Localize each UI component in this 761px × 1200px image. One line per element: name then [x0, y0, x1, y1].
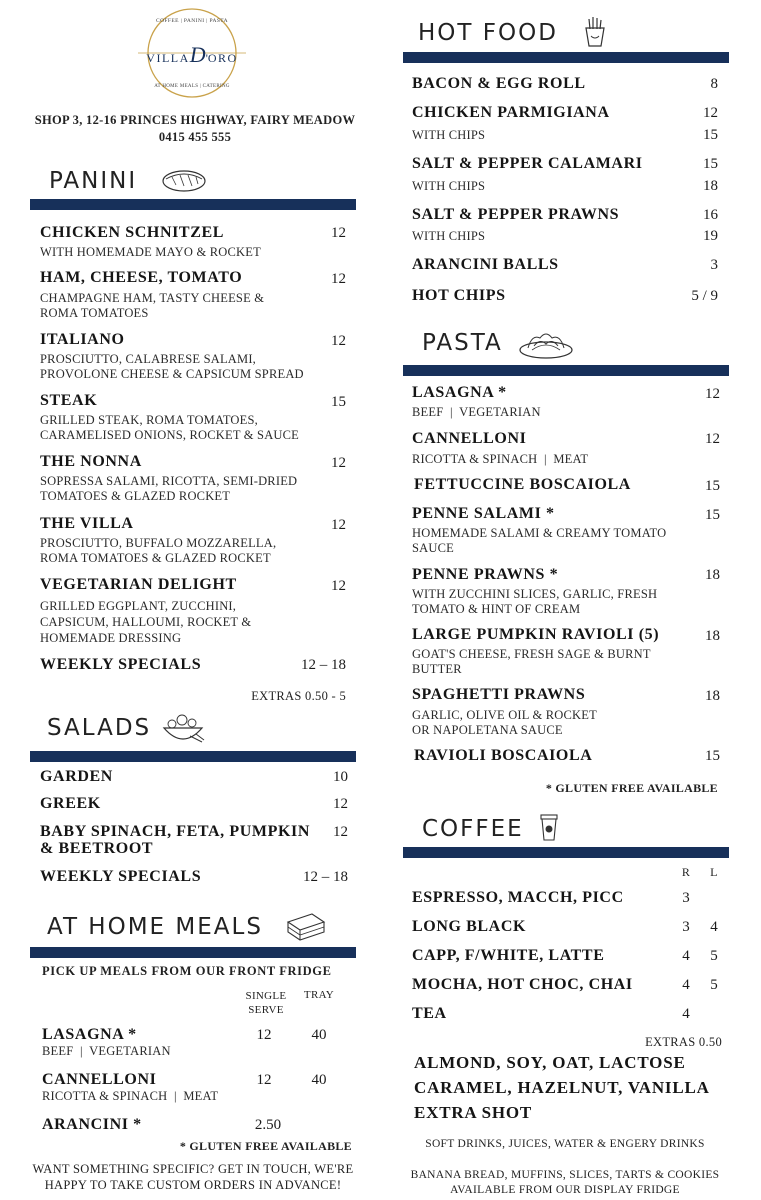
pasta-item-price: 15 — [705, 478, 720, 494]
salad-item-name: GARDEN — [40, 768, 113, 785]
logo-name-left: VILLA — [146, 51, 190, 65]
panini-item-price: 12 — [331, 578, 346, 594]
pasta-item-desc: HOMEMADE SALAMI & CREAMY TOMATO SAUCE — [412, 526, 667, 555]
panini-item-price: 12 — [331, 271, 346, 287]
panini-item-price: 12 — [331, 333, 346, 349]
panini-extras: EXTRAS 0.50 - 5 — [251, 689, 346, 703]
coffee-extra-option: ALMOND, SOY, OAT, LACTOSE — [414, 1053, 686, 1072]
panini-divider — [30, 199, 356, 210]
home-meal-desc: BEEF | VEGETARIAN — [42, 1044, 171, 1058]
salad-icon — [160, 710, 206, 750]
logo-wordmark: VILLAD'ORO — [146, 42, 238, 67]
home-meal-single: 12 — [256, 1072, 272, 1088]
hot-food-title: HOT FOOD — [418, 20, 558, 46]
pasta-item-name: PENNE SALAMI * — [412, 505, 555, 522]
hot-food-item-name: ARANCINI BALLS — [412, 256, 559, 273]
hot-food-item-name: SALT & PEPPER PRAWNS — [412, 206, 620, 223]
hot-food-item-price: 15 — [703, 156, 718, 172]
pasta-item-price: 18 — [705, 628, 720, 644]
panini-item-desc: SOPRESSA SALAMI, RICOTTA, SEMI-DRIED TOMATOES & GLAZED ROCKET — [40, 474, 298, 503]
home-meal-desc: RICOTTA & SPINACH | MEAT — [42, 1089, 219, 1103]
coffee-item-regular: 4 — [682, 1006, 690, 1022]
coffee-item-name: ESPRESSO, MACCH, PICC — [412, 889, 624, 906]
hot-food-item-sub: WITH CHIPS — [412, 128, 486, 142]
coffee-col-regular: R — [681, 865, 691, 879]
pasta-icon — [518, 328, 574, 366]
panini-item-name: STEAK — [40, 392, 98, 409]
salad-item-name: BABY SPINACH, FETA, PUMPKIN & BEETROOT — [40, 823, 310, 857]
pasta-item-name: LASAGNA * — [412, 384, 507, 401]
hot-food-divider — [403, 52, 729, 63]
pasta-item-price: 15 — [705, 748, 720, 764]
pasta-item-price: 18 — [705, 567, 720, 583]
logo-name-mid: D — [189, 42, 206, 67]
hot-food-item-name: HOT CHIPS — [412, 287, 506, 304]
panini-item-desc: PROSCIUTTO, CALABRESE SALAMI, PROVOLONE CHEESE & CAPSICUM SPREAD — [40, 352, 304, 381]
hot-food-item-name: CHICKEN PARMIGIANA — [412, 104, 610, 121]
col-tray: TRAY — [303, 989, 335, 1001]
coffee-item-name: LONG BLACK — [412, 918, 527, 935]
salads-divider — [30, 751, 356, 762]
panini-item-name: WEEKLY SPECIALS — [40, 656, 202, 673]
lasagna-icon — [284, 910, 328, 948]
coffee-cup-icon — [538, 812, 560, 846]
panini-item-price: 12 – 18 — [301, 657, 346, 673]
coffee-item-name: TEA — [412, 1005, 447, 1022]
panini-item-desc: PROSCIUTTO, BUFFALO MOZZARELLA, ROMA TOMATOES & GLAZED ROCKET — [40, 536, 277, 565]
pasta-item-name: RAVIOLI BOSCAIOLA — [414, 747, 593, 764]
hot-food-item-price: 12 — [703, 105, 718, 121]
home-meal-single: 2.50 — [254, 1117, 282, 1133]
logo-tagline-top: COFFEE | PANINI | PASTA — [156, 18, 228, 24]
panini-item-name: THE NONNA — [40, 453, 142, 470]
hot-food-item-sub: WITH CHIPS — [412, 229, 486, 243]
panini-item-name: HAM, CHEESE, TOMATO — [40, 269, 243, 286]
panini-item-desc: GRILLED EGGPLANT, ZUCCHINI, CAPSICUM, HALLOUMI, ROCKET & HOMEMADE DRESSING — [40, 599, 252, 645]
pasta-item-desc: BEEF | VEGETARIAN — [412, 405, 541, 419]
coffee-item-regular: 4 — [682, 977, 690, 993]
hot-food-item-price: 8 — [710, 76, 718, 92]
home-meal-name: ARANCINI * — [42, 1116, 142, 1133]
salad-item-price: 12 — [333, 824, 348, 840]
panini-item-name: CHICKEN SCHNITZEL — [40, 224, 225, 241]
home-meal-name: CANNELLONI — [42, 1071, 157, 1088]
coffee-divider — [403, 847, 729, 858]
hot-food-item-name: SALT & PEPPER CALAMARI — [412, 155, 643, 172]
hot-food-item-price: 5 / 9 — [691, 288, 718, 304]
pasta-item-name: FETTUCCINE BOSCAIOLA — [414, 476, 631, 493]
pasta-item-price: 12 — [705, 431, 720, 447]
panini-item-desc: GRILLED STEAK, ROMA TOMATOES, CARAMELISED ONIONS, ROCKET & SAUCE — [40, 413, 300, 442]
custom-orders-note: WANT SOMETHING SPECIFIC? GET IN TOUCH, WE'RE HAPPY TO TAKE CUSTOM ORDERS IN ADVANCE! — [32, 1162, 354, 1192]
coffee-item-large: 5 — [710, 977, 718, 993]
panini-item-price: 12 — [331, 455, 346, 471]
pasta-item-name: PENNE PRAWNS * — [412, 566, 559, 583]
coffee-item-large: 4 — [710, 919, 718, 935]
pasta-item-desc: GARLIC, OLIVE OIL & ROCKET OR NAPOLETANA SAUCE — [412, 708, 597, 737]
salad-item-price: 12 — [333, 796, 348, 812]
hot-food-item-name: BACON & EGG ROLL — [412, 75, 586, 92]
panini-title: PANINI — [49, 168, 138, 194]
pasta-item-desc: RICOTTA & SPINACH | MEAT — [412, 452, 589, 466]
pasta-item-price: 15 — [705, 507, 720, 523]
hot-food-item-sub-price: 18 — [703, 178, 718, 194]
drinks-note: SOFT DRINKS, JUICES, WATER & ENGERY DRINKS — [425, 1138, 705, 1150]
hot-food-item-sub-price: 19 — [703, 228, 718, 244]
address: SHOP 3, 12-16 PRINCES HIGHWAY, FAIRY MEADOW — [34, 113, 356, 127]
logo-name-right: ORO — [207, 51, 238, 65]
pasta-item-desc: GOAT'S CHEESE, FRESH SAGE & BURNT BUTTER — [412, 647, 651, 676]
panini-item-name: ITALIANO — [40, 331, 125, 348]
pasta-item-price: 18 — [705, 688, 720, 704]
salad-item-name: WEEKLY SPECIALS — [40, 868, 202, 885]
coffee-extra-option: EXTRA SHOT — [414, 1103, 533, 1122]
salad-item-price: 10 — [333, 769, 348, 785]
home-meal-name: LASAGNA * — [42, 1026, 137, 1043]
home-meals-divider — [30, 947, 356, 958]
panini-item-price: 12 — [331, 517, 346, 533]
coffee-item-name: MOCHA, HOT CHOC, CHAI — [412, 976, 633, 993]
home-meals-title: AT HOME MEALS — [47, 914, 263, 940]
coffee-extra-option: CARAMEL, HAZELNUT, VANILLA — [414, 1078, 710, 1097]
panini-item-name: VEGETARIAN DELIGHT — [40, 576, 237, 593]
bakery-note: BANANA BREAD, MUFFINS, SLICES, TARTS & COOKIES AVAILABLE FROM OUR DISPLAY FRIDGE — [410, 1169, 720, 1196]
coffee-item-name: CAPP, F/WHITE, LATTE — [412, 947, 605, 964]
home-meal-tray: 40 — [311, 1027, 327, 1043]
coffee-item-large: 5 — [710, 948, 718, 964]
pasta-title: PASTA — [422, 330, 503, 356]
logo-tagline-bottom: AT HOME MEALS | CATERING — [154, 84, 230, 89]
panini-item-desc: CHAMPAGNE HAM, TASTY CHEESE & ROMA TOMATOES — [40, 291, 265, 320]
home-meals-gluten-note: * GLUTEN FREE AVAILABLE — [179, 1139, 352, 1153]
hot-food-item-price: 16 — [703, 207, 718, 223]
col-single-serve: SINGLE SERVE — [245, 990, 287, 1016]
pasta-item-name: LARGE PUMPKIN RAVIOLI (5) — [412, 626, 660, 643]
panini-item-price: 15 — [331, 394, 346, 410]
coffee-item-regular: 3 — [682, 919, 690, 935]
pasta-item-desc: WITH ZUCCHINI SLICES, GARLIC, FRESH TOMATO & HINT OF CREAM — [412, 587, 658, 616]
hot-food-item-sub-price: 15 — [703, 127, 718, 143]
hot-food-item-sub: WITH CHIPS — [412, 179, 486, 193]
hot-food-item-price: 3 — [710, 257, 718, 273]
pasta-item-name: SPAGHETTI PRAWNS — [412, 686, 586, 703]
panini-item-desc: WITH HOMEMADE MAYO & ROCKET — [40, 245, 261, 259]
panini-item-name: THE VILLA — [40, 515, 134, 532]
pasta-item-name: CANNELLONI — [412, 430, 527, 447]
pasta-gluten-note: * GLUTEN FREE AVAILABLE — [545, 781, 718, 795]
salad-item-price: 12 – 18 — [303, 869, 348, 885]
pasta-divider — [403, 365, 729, 376]
salads-title: SALADS — [47, 715, 152, 741]
phone: 0415 455 555 — [158, 130, 232, 144]
fries-icon — [582, 16, 608, 52]
logo — [134, 4, 250, 102]
coffee-col-large: L — [710, 865, 718, 879]
panini-item-price: 12 — [331, 225, 346, 241]
salad-item-name: GREEK — [40, 795, 101, 812]
panini-icon — [160, 165, 208, 199]
home-meals-subtitle: PICK UP MEALS FROM OUR FRONT FRIDGE — [42, 964, 332, 978]
coffee-item-regular: 3 — [682, 890, 690, 906]
home-meal-tray: 40 — [311, 1072, 327, 1088]
coffee-title: COFFEE — [422, 816, 524, 842]
coffee-extras: EXTRAS 0.50 — [645, 1035, 722, 1049]
home-meal-single: 12 — [256, 1027, 272, 1043]
pasta-item-price: 12 — [705, 386, 720, 402]
coffee-item-regular: 4 — [682, 948, 690, 964]
